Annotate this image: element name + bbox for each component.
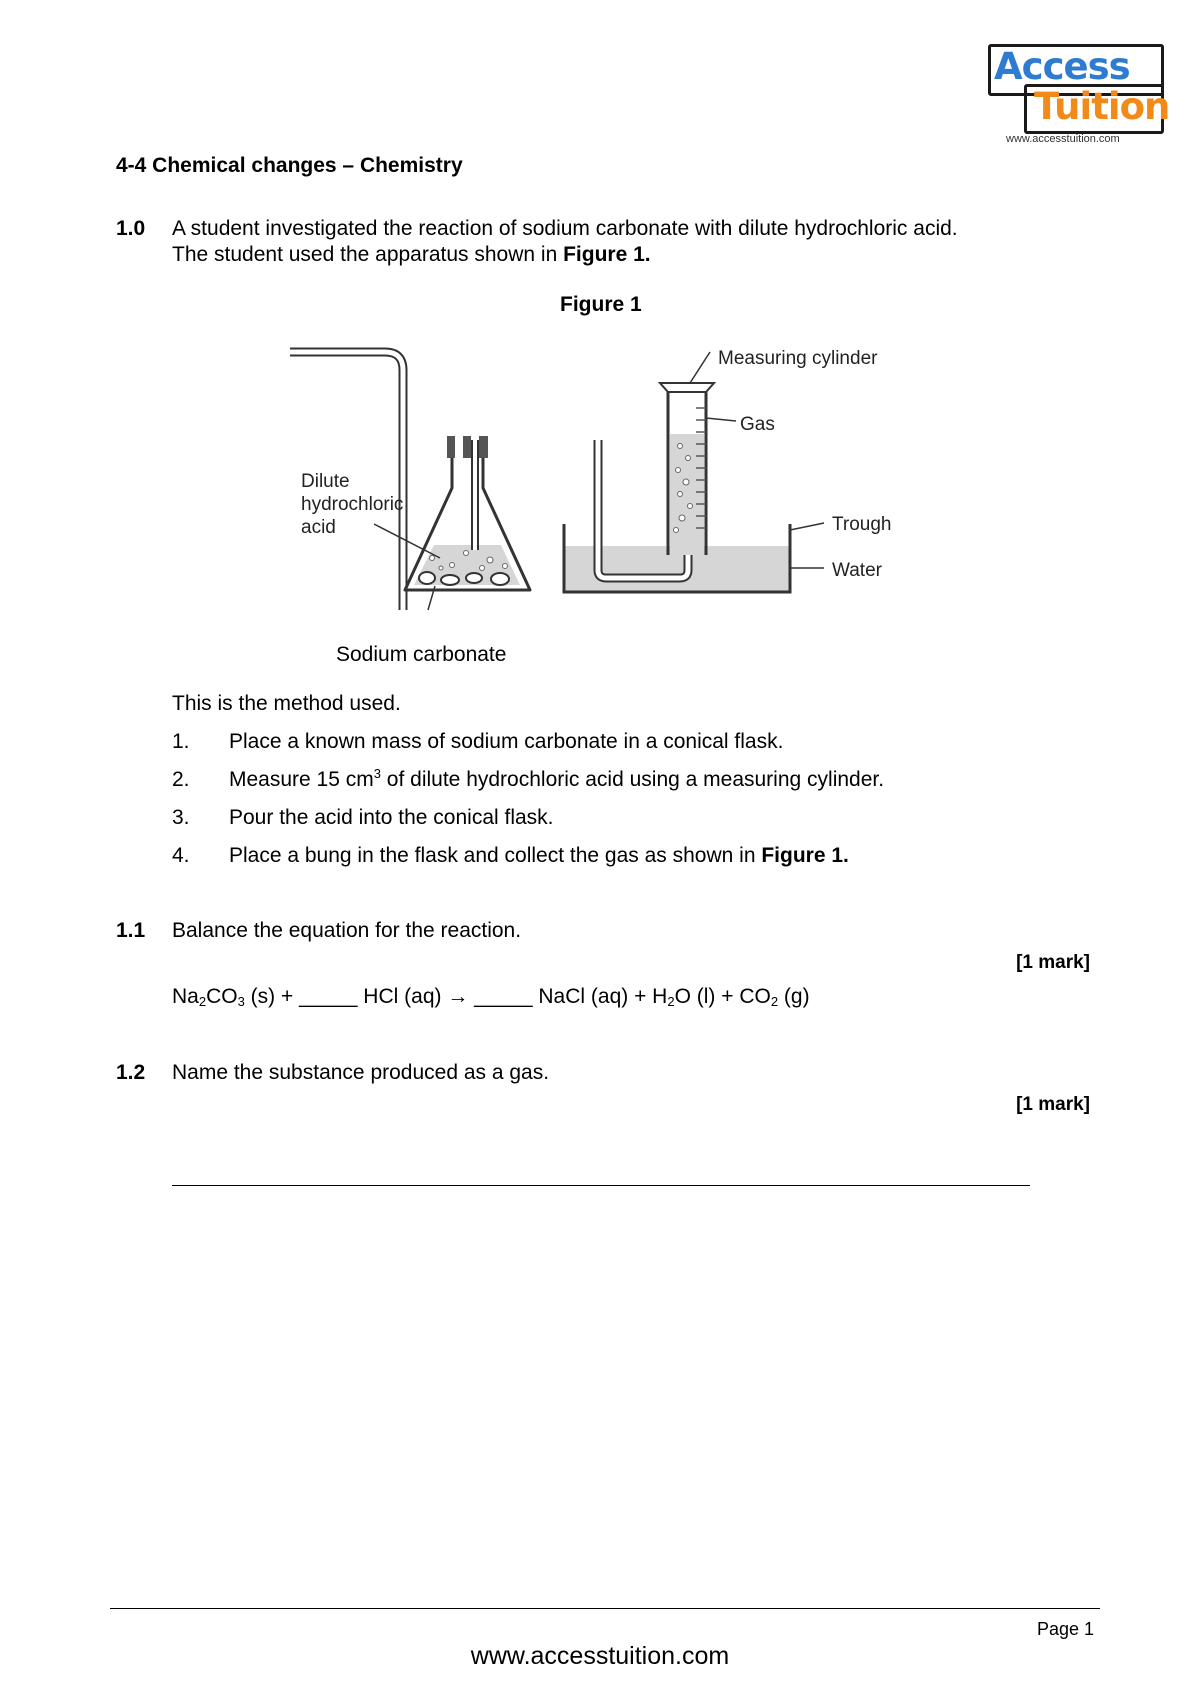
figure-reference: Figure 1 (761, 844, 844, 867)
label-water: Water (832, 560, 882, 581)
pointer-trough (790, 523, 824, 530)
method-step-number: 3. (172, 806, 190, 829)
method-intro: This is the method used. (172, 692, 401, 715)
bung-tube-hole-1 (455, 436, 463, 458)
footer-url: www.accesstuition.com (470, 1642, 730, 1670)
figure-caption-sodium-carbonate: Sodium carbonate (336, 643, 507, 666)
figure-reference: Figure 1 (563, 243, 645, 266)
footer-rule (110, 1608, 1100, 1609)
label-measuring-cylinder: Measuring cylinder (718, 348, 878, 369)
pointer-gas (706, 418, 736, 421)
logo-url: www.accesstuition.com (1006, 133, 1120, 145)
question-1-2-text: Name the substance produced as a gas. (172, 1061, 550, 1084)
apparatus-diagram (290, 330, 930, 630)
method-step-text: Place a known mass of sodium carbonate in a conical flask. (229, 730, 784, 753)
superscript-3: 3 (373, 766, 381, 781)
logo-word-access: Access (994, 45, 1130, 88)
label-trough: Trough (832, 514, 892, 535)
eq-subscript: 2 (770, 994, 779, 1009)
method-step-2-post: of dilute hydrochloric acid using a measuring cylinder. (380, 768, 885, 791)
method-step-2-pre: Measure 15 cm (229, 768, 374, 791)
method-step-text (229, 767, 884, 793)
eq-subscript: 2 (198, 994, 207, 1009)
label-hydrochloric: hydrochloric (301, 494, 404, 515)
method-step-4-pre: Place a bung in the flask and collect the gas as shown in (229, 844, 762, 867)
marks-1-2: [1 mark] (1016, 1094, 1090, 1115)
question-number-1-1: 1.1 (116, 919, 146, 942)
figure-title: Figure 1 (560, 293, 642, 316)
question-number-1-0: 1.0 (116, 217, 146, 240)
page-title: 4-4 Chemical changes – Chemistry (116, 154, 463, 177)
marks-1-1: [1 mark] (1016, 952, 1090, 973)
question-1-0-line2 (172, 242, 651, 268)
eq-part: CO (206, 985, 238, 1008)
question-1-1-text: Balance the equation for the reaction. (172, 919, 522, 942)
logo-word-tuition: Tuition (1034, 85, 1170, 128)
eq-part: (g) (778, 985, 810, 1008)
page-number: Page 1 (1036, 1619, 1094, 1639)
access-tuition-logo (988, 44, 1170, 152)
eq-part: O (l) + CO (674, 985, 771, 1008)
label-dilute: Dilute (301, 471, 350, 492)
bung (447, 436, 488, 458)
method-step-number: 2. (172, 768, 190, 791)
question-1-0-line2-end: . (644, 243, 651, 266)
method-step-number: 4. (172, 844, 190, 867)
method-step-text (229, 843, 849, 869)
pointer-measuring-cylinder (690, 352, 710, 383)
label-gas: Gas (740, 414, 775, 435)
question-1-0-line1: A student investigated the reaction of sodium carbonate with dilute hydrochloric acid. (172, 217, 958, 240)
method-step-text: Pour the acid into the conical flask. (229, 806, 554, 829)
method-step-4-post: . (843, 844, 849, 867)
label-acid: acid (301, 517, 336, 538)
eq-part: Na (172, 985, 199, 1008)
eq-subscript: 3 (237, 994, 245, 1009)
chemical-equation (172, 984, 810, 1010)
eq-part: (s) + _____ HCl (aq) → _____ NaCl (aq) + H (244, 985, 668, 1008)
answer-line[interactable] (172, 1185, 1030, 1186)
eq-subscript: 2 (667, 994, 675, 1009)
method-step-number: 1. (172, 730, 190, 753)
question-1-0-line2-text: The student used the apparatus shown in (172, 243, 564, 266)
cylinder-lip (660, 383, 714, 392)
question-number-1-2: 1.2 (116, 1061, 146, 1084)
